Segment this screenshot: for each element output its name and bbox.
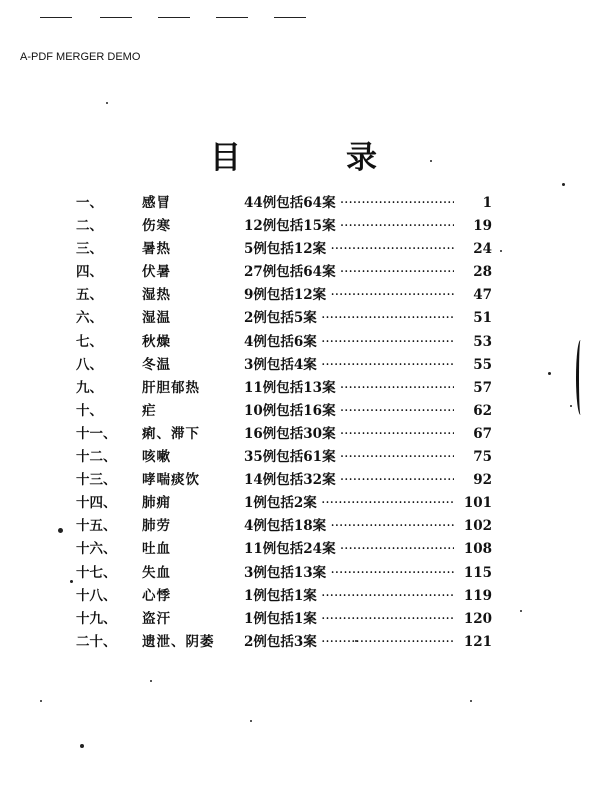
toc-topic: 感冒 <box>142 195 171 211</box>
toc-case-count: 27例包括64案 ····· <box>244 261 489 284</box>
toc-page-number: 75 <box>454 446 492 469</box>
toc-case-count: 10例包括16案 ····· <box>244 400 489 423</box>
toc-case-count: 1例包括1案 ····· <box>244 585 489 608</box>
toc-number: 十、 <box>76 402 103 419</box>
toc-case-count: 4例包括6案 ····· <box>244 331 489 354</box>
toc-case-count: 12例包括15案 ····· <box>244 215 489 238</box>
toc-entry <box>76 400 496 423</box>
scan-speck <box>548 372 551 375</box>
toc-page-number: 101 <box>454 492 492 515</box>
scan-speck <box>80 744 84 748</box>
title-char-2: 录 <box>346 140 377 176</box>
toc-number: 十八、 <box>76 587 117 604</box>
toc-entry <box>76 192 496 215</box>
toc-entry <box>76 469 496 492</box>
toc-topic: 疟 <box>142 402 157 419</box>
toc-topic: 哮喘痰饮 <box>142 472 200 489</box>
toc-number: 二十、 <box>76 633 117 650</box>
toc-topic: 伏暑 <box>142 264 171 281</box>
toc-entry <box>76 215 496 238</box>
toc-number: 十五、 <box>76 518 117 535</box>
toc-topic: 伤寒 <box>142 218 171 235</box>
toc-number: 十一、 <box>76 425 117 442</box>
toc-entry <box>76 238 496 261</box>
toc-entry <box>76 492 496 515</box>
title-char-1: 目 <box>210 140 241 176</box>
scan-speck <box>520 610 522 612</box>
toc-case-count: 3例包括13案 ····· <box>244 562 489 585</box>
toc-number: 四、 <box>76 264 103 281</box>
toc-case-count: 35例包括61案 ····· <box>244 446 489 469</box>
toc-page-number: 19 <box>454 215 492 238</box>
toc-page-number: 121 <box>454 631 492 654</box>
scan-speck <box>570 405 572 407</box>
page-title <box>210 132 390 176</box>
scan-speck <box>470 700 472 702</box>
toc-page-number: 120 <box>454 608 492 631</box>
toc-topic: 遗泄、阴萎 <box>142 633 215 650</box>
toc-page-number: 53 <box>454 331 492 354</box>
scan-edge-mark <box>576 340 585 415</box>
toc-page-number: 57 <box>454 377 492 400</box>
toc-topic: 痢、滞下 <box>142 425 200 442</box>
toc-topic: 失血 <box>142 564 171 581</box>
toc-topic: 肝胆郁热 <box>142 379 200 396</box>
scan-speck <box>500 250 502 252</box>
scan-speck <box>106 102 108 104</box>
toc-number: 二、 <box>76 218 103 235</box>
toc-topic: 秋燥 <box>142 333 171 350</box>
toc-case-count: 11例包括24案 ····· <box>244 538 489 561</box>
toc-case-count: 2例包括5案 ····· <box>244 307 489 330</box>
toc-case-count: 1例包括2案 ····· <box>244 492 489 515</box>
toc-page-number: 51 <box>454 307 492 330</box>
toc-number: 十七、 <box>76 564 117 581</box>
toc-page-number: 108 <box>454 538 492 561</box>
watermark: A-PDF MERGER DEMO <box>20 51 141 63</box>
toc-page-number: 24 <box>454 238 492 261</box>
toc-page-number: 62 <box>454 400 492 423</box>
toc-number: 三、 <box>76 241 103 258</box>
toc-number: 一、 <box>76 195 103 211</box>
toc-topic: 肺痈 <box>142 495 171 512</box>
toc-topic: 肺劳 <box>142 518 171 535</box>
toc-case-count: 1例包括1案 ····· <box>244 608 489 631</box>
toc-page-number: 67 <box>454 423 492 446</box>
toc-page-number: 47 <box>454 284 492 307</box>
scan-speck <box>58 528 63 533</box>
toc-case-count: 14例包括32案 ····· <box>244 469 489 492</box>
scan-speck <box>150 680 152 682</box>
toc-page-number: 28 <box>454 261 492 284</box>
toc-number: 十四、 <box>76 495 117 512</box>
scan-speck <box>40 700 42 702</box>
toc-number: 八、 <box>76 356 103 373</box>
table-of-contents <box>76 192 496 654</box>
toc-page-number: 102 <box>454 515 492 538</box>
toc-page-number: 115 <box>454 562 492 585</box>
toc-entry <box>76 538 496 561</box>
toc-entry <box>76 331 496 354</box>
toc-number: 十六、 <box>76 541 117 558</box>
toc-case-count: 9例包括12案 ····· <box>244 284 489 307</box>
toc-number: 七、 <box>76 333 103 350</box>
scan-speck <box>430 160 432 162</box>
toc-topic: 吐血 <box>142 541 171 558</box>
toc-topic: 暑热 <box>142 241 171 258</box>
toc-topic: 咳嗽 <box>142 449 171 466</box>
toc-case-count: 44例包括64案 ····· <box>244 192 489 215</box>
toc-number: 十三、 <box>76 472 117 489</box>
toc-topic: 盗汗 <box>142 610 171 627</box>
toc-topic: 冬温 <box>142 356 171 373</box>
toc-topic: 湿热 <box>142 287 171 304</box>
toc-page-number: 55 <box>454 354 492 377</box>
scan-speck <box>562 183 565 186</box>
toc-number: 六、 <box>76 310 103 327</box>
toc-entry <box>76 585 496 608</box>
toc-entry <box>76 377 496 400</box>
top-dash-marks <box>40 17 312 19</box>
scan-speck <box>355 640 357 642</box>
toc-entry <box>76 562 496 585</box>
toc-entry <box>76 631 496 654</box>
toc-case-count: 4例包括18案 ····· <box>244 515 489 538</box>
toc-entry <box>76 446 496 469</box>
toc-case-count: 11例包括13案 ····· <box>244 377 489 400</box>
toc-entry <box>76 608 496 631</box>
toc-page-number: 119 <box>454 585 492 608</box>
toc-case-count: 5例包括12案 ····· <box>244 238 489 261</box>
toc-entry <box>76 354 496 377</box>
toc-number: 九、 <box>76 379 103 396</box>
scan-speck <box>250 720 252 722</box>
toc-entry <box>76 423 496 446</box>
scan-speck <box>70 580 73 583</box>
toc-case-count: 16例包括30案 ····· <box>244 423 489 446</box>
toc-entry <box>76 515 496 538</box>
toc-page-number: 92 <box>454 469 492 492</box>
toc-number: 五、 <box>76 287 103 304</box>
toc-topic: 心悸 <box>142 587 171 604</box>
toc-case-count: 2例包括3案 ····· <box>244 631 489 654</box>
toc-entry <box>76 284 496 307</box>
toc-entry <box>76 307 496 330</box>
toc-page-number: 1 <box>454 192 492 215</box>
toc-entry <box>76 261 496 284</box>
toc-number: 十二、 <box>76 449 117 466</box>
toc-number: 十九、 <box>76 610 117 627</box>
toc-topic: 湿温 <box>142 310 171 327</box>
toc-case-count: 3例包括4案 ····· <box>244 354 489 377</box>
